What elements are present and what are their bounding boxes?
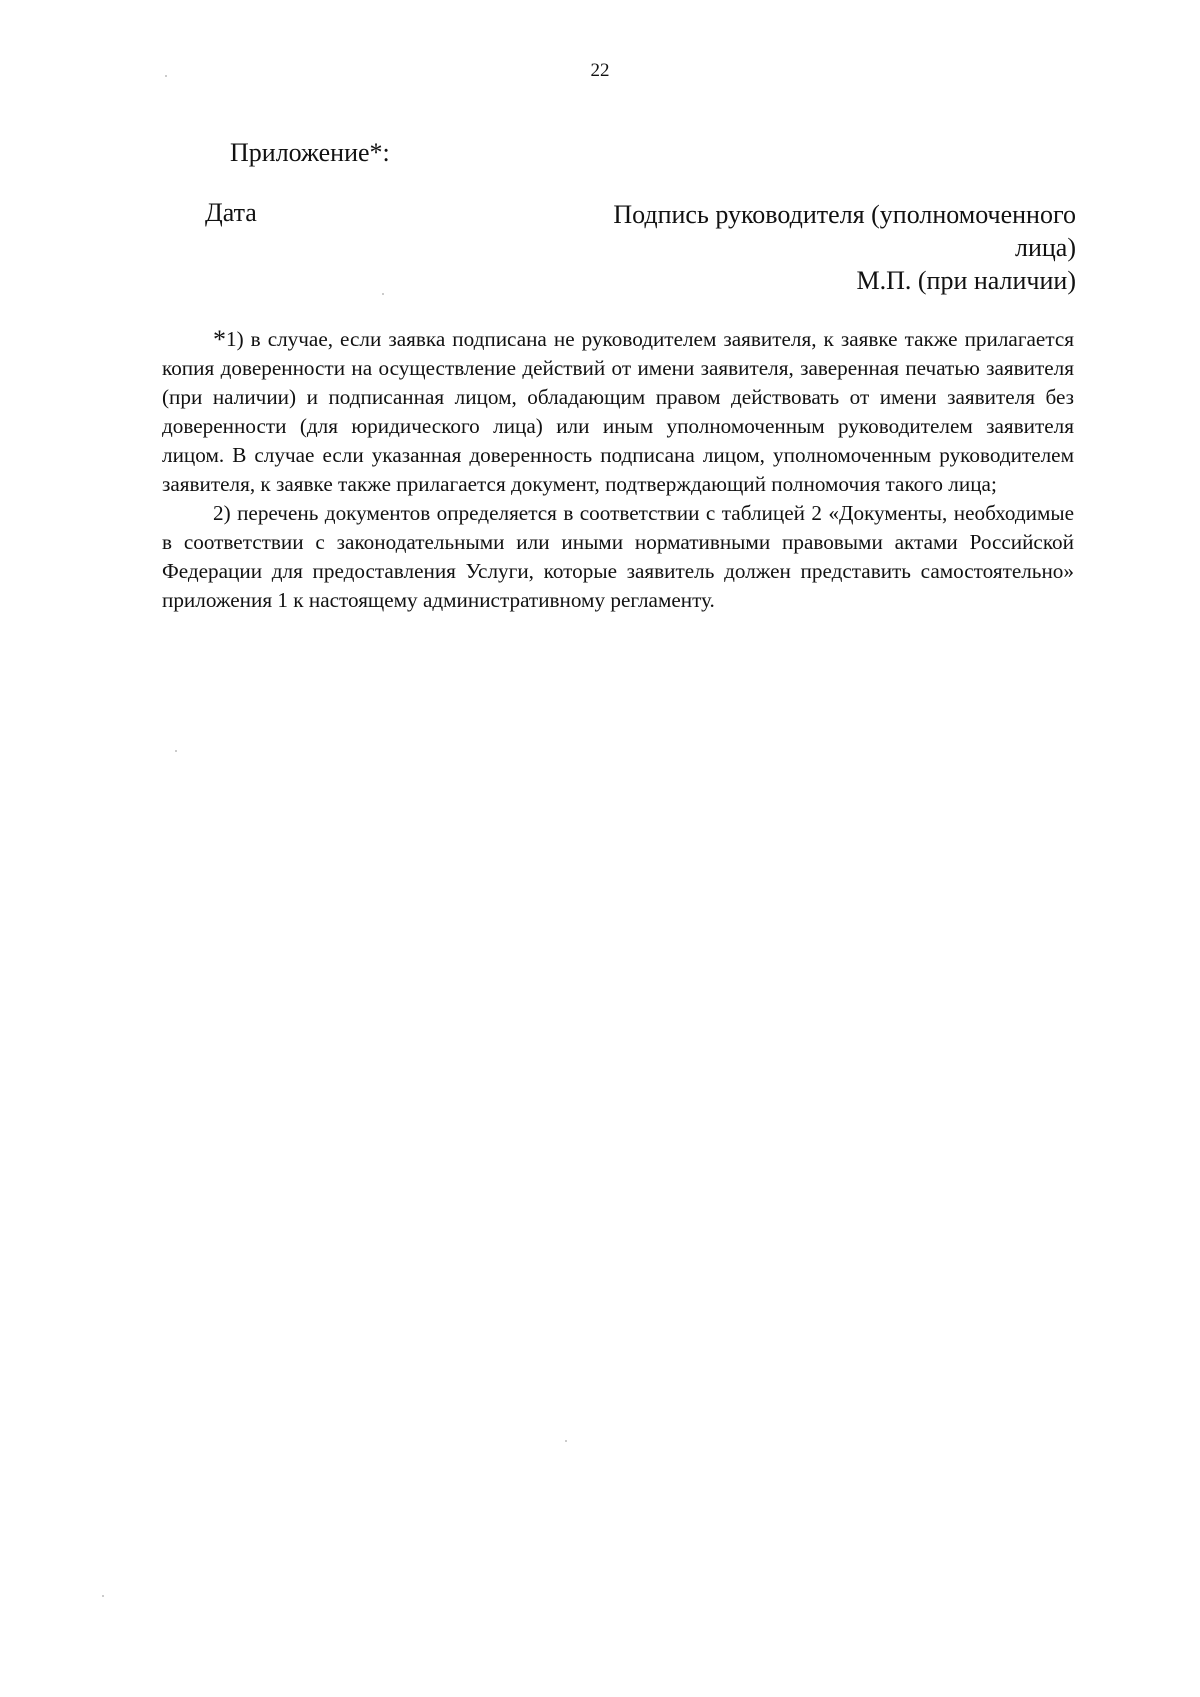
date-label: Дата <box>205 198 257 227</box>
signature-line-1: Подпись руководителя (уполномоченного <box>613 200 1076 229</box>
footnote-1-text: 1) в случае, если заявка подписана не руководителем заявителя, к заявке также прилагается копия доверенности на осуществление действий от имени заявителя, заверенная печатью заявителя (при наличии) и подписанная лицом, обладающим правом действовать от имени заявителя без доверенности (для юридического лица) или иным уполномоченным руководителем заявителя лицом. В случае если указанная доверенность подписана лицом, уполномоченным руководителем заявителя, к заявке также прилагается документ, подтверждающий полномочия такого лица; <box>162 327 1074 496</box>
scan-speck <box>102 1595 104 1597</box>
page-number: 22 <box>590 60 610 81</box>
scan-speck <box>165 75 167 77</box>
signature-block <box>516 198 1076 297</box>
appendix-label: Приложение*: <box>230 138 390 167</box>
scan-speck <box>175 750 177 752</box>
footnote-marker: * <box>213 325 226 354</box>
footnote-2 <box>162 499 1074 615</box>
stamp-line: М.П. (при наличии) <box>856 266 1076 295</box>
scan-speck <box>382 293 384 295</box>
signature-line-2: лица) <box>1014 233 1076 262</box>
scan-speck <box>565 1440 567 1442</box>
footnotes <box>162 325 1074 615</box>
footnote-2-text: 2) перечень документов определяется в соответствии с таблицей 2 «Документы, необходимые в соответствии с законодательными или иными нормативными правовыми актами Российской Федерации для предоставления Услуги, которые заявитель должен представить самостоятельно» приложения 1 к настоящему административному регламенту. <box>162 501 1074 612</box>
footnote-1 <box>162 325 1074 499</box>
